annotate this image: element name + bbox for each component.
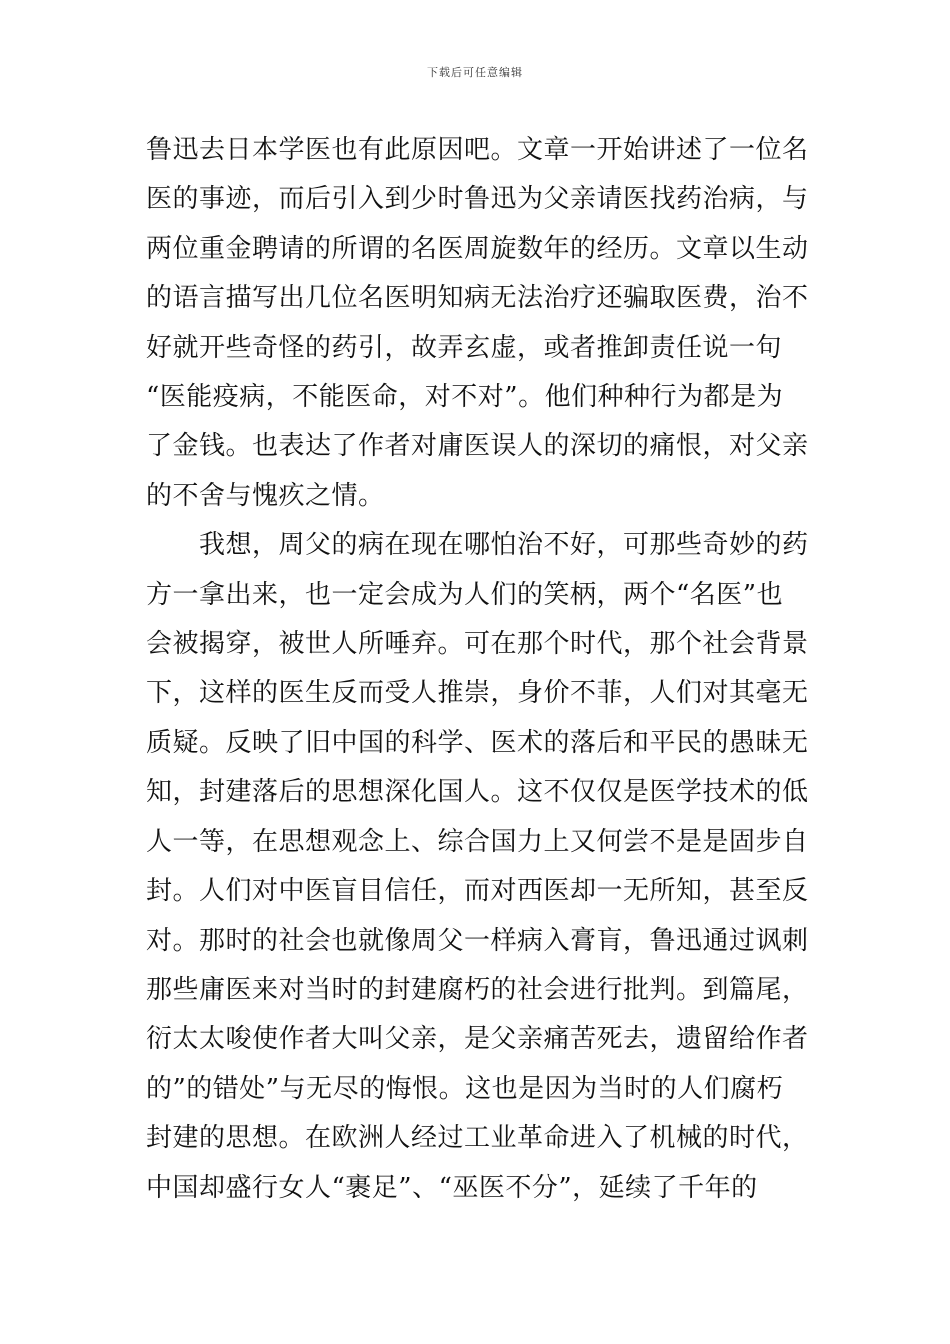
text-line: 好就开些奇怪的药引，故弄玄虚，或者推卸责任说一句: [146, 332, 783, 363]
text-line: 了金钱。也表达了作者对庸医误人的深切的痛恨，对父亲: [146, 431, 809, 462]
text-line: 的不舍与愧疚之情。: [146, 480, 385, 511]
text-line: 衍太太唆使作者大叫父亲，是父亲痛苦死去，遗留给作者: [146, 1024, 809, 1055]
text-line: 的语言描写出几位名医明知病无法治疗还骗取医费，治不: [146, 283, 809, 314]
text-line: 方一拿出来，也一定会成为人们的笑柄，两个“名医”也: [146, 579, 784, 610]
text-line: 医的事迹，而后引入到少时鲁迅为父亲请医找药治病，与: [146, 184, 809, 215]
text-line: 中国却盛行女人“裹足”、“巫医不分”，延续了千年的: [146, 1172, 758, 1203]
text-line: 的”的错处”与无尽的悔恨。这也是因为当时的人们腐朽: [146, 1073, 784, 1104]
text-line: 对。那时的社会也就像周父一样病入膏肓，鲁迅通过讽刺: [146, 925, 809, 956]
text-line: 封。人们对中医盲目信任，而对西医却一无所知，甚至反: [146, 876, 809, 907]
body-text: [146, 126, 816, 1213]
text-line: “医能疫病，不能医命，对不对”。他们种种行为都是为: [146, 382, 784, 413]
text-line: 质疑。反映了旧中国的科学、医术的落后和平民的愚昧无: [146, 727, 809, 758]
text-line: 我想，周父的病在现在哪怕治不好，可那些奇妙的药: [146, 530, 809, 561]
text-line: 封建的思想。在欧洲人经过工业革命进入了机械的时代，: [146, 1123, 809, 1154]
text-line: 人一等，在思想观念上、综合国力上又何尝不是是固步自: [146, 826, 809, 857]
header-note: 下载后可任意编辑: [427, 66, 523, 79]
paragraph-1: [146, 126, 816, 521]
paragraph-2: [146, 521, 816, 1213]
text-line: 鲁迅去日本学医也有此原因吧。文章一开始讲述了一位名: [146, 135, 809, 165]
text-line: 下，这样的医生反而受人推崇，身价不菲，人们对其毫无: [146, 678, 809, 709]
text-line: 那些庸医来对当时的封建腐朽的社会进行批判。到篇尾，: [146, 974, 809, 1005]
text-line: 知，封建落后的思想深化国人。这不仅仅是医学技术的低: [146, 777, 809, 808]
text-line: 两位重金聘请的所谓的名医周旋数年的经历。文章以生动: [146, 233, 809, 264]
text-line: 会被揭穿，被世人所唾弃。可在那个时代，那个社会背景: [146, 629, 809, 660]
